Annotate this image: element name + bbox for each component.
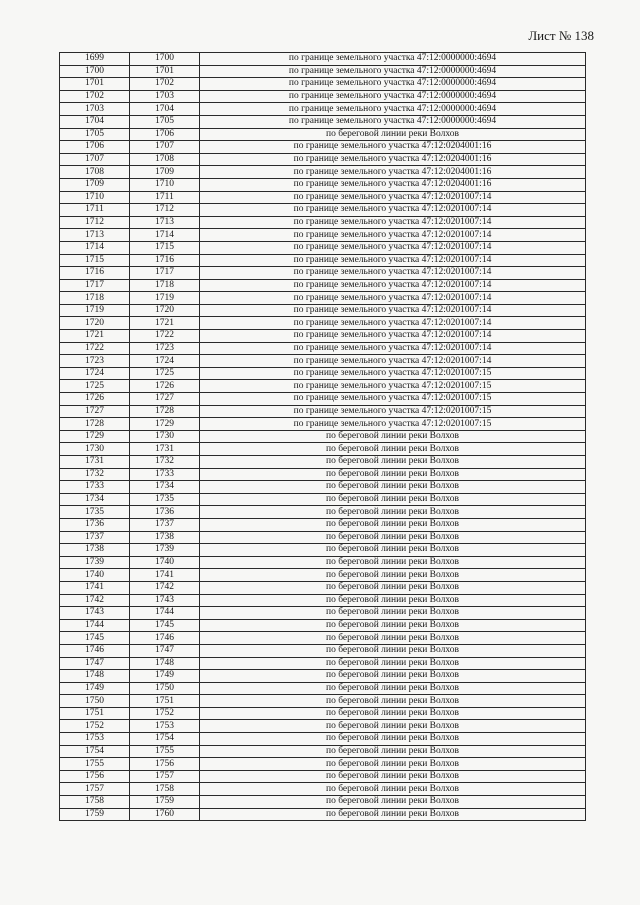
boundary-description-cell: по береговой линии реки Волхов — [200, 695, 586, 708]
to-point-cell: 1758 — [130, 783, 200, 796]
boundary-description-cell: по береговой линии реки Волхов — [200, 682, 586, 695]
table-row — [60, 254, 586, 267]
table-row — [60, 783, 586, 796]
table-row — [60, 418, 586, 431]
table-row — [60, 506, 586, 519]
from-point-cell: 1738 — [60, 544, 130, 557]
table-row — [60, 304, 586, 317]
boundary-description-cell: по береговой линии реки Волхов — [200, 707, 586, 720]
from-point-cell: 1732 — [60, 468, 130, 481]
boundary-description-cell: по границе земельного участка 47:12:0204001:16 — [200, 166, 586, 179]
to-point-cell: 1728 — [130, 405, 200, 418]
boundary-description-cell: по границе земельного участка 47:12:0204001:16 — [200, 153, 586, 166]
boundary-description-cell: по береговой линии реки Волхов — [200, 632, 586, 645]
table-row — [60, 355, 586, 368]
table-row — [60, 607, 586, 620]
to-point-cell: 1739 — [130, 544, 200, 557]
to-point-cell: 1701 — [130, 65, 200, 78]
table-row — [60, 632, 586, 645]
boundary-description-cell: по границе земельного участка 47:12:0000000:4694 — [200, 53, 586, 66]
to-point-cell: 1702 — [130, 78, 200, 91]
from-point-cell: 1731 — [60, 456, 130, 469]
to-point-cell: 1729 — [130, 418, 200, 431]
table-row — [60, 229, 586, 242]
boundary-description-cell: по береговой линии реки Волхов — [200, 733, 586, 746]
boundary-description-cell: по береговой линии реки Волхов — [200, 770, 586, 783]
from-point-cell: 1741 — [60, 581, 130, 594]
table-row — [60, 456, 586, 469]
to-point-cell: 1747 — [130, 644, 200, 657]
boundary-description-cell: по границе земельного участка 47:12:0201007:14 — [200, 267, 586, 280]
boundary-description-cell: по береговой линии реки Волхов — [200, 619, 586, 632]
from-point-cell: 1743 — [60, 607, 130, 620]
boundary-description-cell: по границе земельного участка 47:12:0201007:14 — [200, 216, 586, 229]
boundary-description-cell: по береговой линии реки Волхов — [200, 506, 586, 519]
from-point-cell: 1726 — [60, 393, 130, 406]
from-point-cell: 1702 — [60, 90, 130, 103]
table-row — [60, 657, 586, 670]
table-row — [60, 204, 586, 217]
table-row — [60, 720, 586, 733]
to-point-cell: 1721 — [130, 317, 200, 330]
to-point-cell: 1754 — [130, 733, 200, 746]
from-point-cell: 1716 — [60, 267, 130, 280]
to-point-cell: 1751 — [130, 695, 200, 708]
from-point-cell: 1752 — [60, 720, 130, 733]
boundary-description-cell: по береговой линии реки Волхов — [200, 594, 586, 607]
boundary-description-cell: по границе земельного участка 47:12:0000000:4694 — [200, 90, 586, 103]
from-point-cell: 1744 — [60, 619, 130, 632]
table-row — [60, 770, 586, 783]
table-row — [60, 380, 586, 393]
table-row — [60, 191, 586, 204]
to-point-cell: 1746 — [130, 632, 200, 645]
from-point-cell: 1725 — [60, 380, 130, 393]
from-point-cell: 1749 — [60, 682, 130, 695]
to-point-cell: 1707 — [130, 141, 200, 154]
to-point-cell: 1722 — [130, 330, 200, 343]
to-point-cell: 1718 — [130, 279, 200, 292]
table-row — [60, 733, 586, 746]
from-point-cell: 1704 — [60, 115, 130, 128]
boundary-description-cell: по границе земельного участка 47:12:0201007:14 — [200, 279, 586, 292]
boundary-description-cell: по границе земельного участка 47:12:0000000:4694 — [200, 78, 586, 91]
boundary-description-cell: по береговой линии реки Волхов — [200, 581, 586, 594]
boundary-description-cell: по границе земельного участка 47:12:0201007:15 — [200, 405, 586, 418]
table-row — [60, 241, 586, 254]
from-point-cell: 1754 — [60, 745, 130, 758]
to-point-cell: 1733 — [130, 468, 200, 481]
to-point-cell: 1710 — [130, 178, 200, 191]
from-point-cell: 1740 — [60, 569, 130, 582]
to-point-cell: 1712 — [130, 204, 200, 217]
to-point-cell: 1732 — [130, 456, 200, 469]
table-row — [60, 619, 586, 632]
table-row — [60, 581, 586, 594]
from-point-cell: 1720 — [60, 317, 130, 330]
from-point-cell: 1715 — [60, 254, 130, 267]
to-point-cell: 1704 — [130, 103, 200, 116]
boundary-description-cell: по береговой линии реки Волхов — [200, 670, 586, 683]
table-row — [60, 330, 586, 343]
from-point-cell: 1755 — [60, 758, 130, 771]
boundary-description-cell: по границе земельного участка 47:12:0204001:16 — [200, 178, 586, 191]
boundary-description-cell: по береговой линии реки Волхов — [200, 128, 586, 141]
table-row — [60, 468, 586, 481]
boundary-description-cell: по границе земельного участка 47:12:0201007:14 — [200, 191, 586, 204]
to-point-cell: 1727 — [130, 393, 200, 406]
table-row — [60, 443, 586, 456]
to-point-cell: 1736 — [130, 506, 200, 519]
boundary-description-cell: по береговой линии реки Волхов — [200, 481, 586, 494]
boundary-description-cell: по границе земельного участка 47:12:0201007:14 — [200, 229, 586, 242]
table-row — [60, 430, 586, 443]
to-point-cell: 1715 — [130, 241, 200, 254]
to-point-cell: 1740 — [130, 556, 200, 569]
to-point-cell: 1757 — [130, 770, 200, 783]
from-point-cell: 1739 — [60, 556, 130, 569]
from-point-cell: 1757 — [60, 783, 130, 796]
from-point-cell: 1717 — [60, 279, 130, 292]
to-point-cell: 1742 — [130, 581, 200, 594]
to-point-cell: 1713 — [130, 216, 200, 229]
boundary-description-cell: по береговой линии реки Волхов — [200, 518, 586, 531]
to-point-cell: 1759 — [130, 796, 200, 809]
from-point-cell: 1733 — [60, 481, 130, 494]
table-row — [60, 544, 586, 557]
table-row — [60, 115, 586, 128]
to-point-cell: 1703 — [130, 90, 200, 103]
table-row — [60, 796, 586, 809]
boundary-description-cell: по береговой линии реки Волхов — [200, 720, 586, 733]
from-point-cell: 1714 — [60, 241, 130, 254]
to-point-cell: 1750 — [130, 682, 200, 695]
from-point-cell: 1707 — [60, 153, 130, 166]
to-point-cell: 1743 — [130, 594, 200, 607]
boundary-table-body — [60, 53, 586, 821]
from-point-cell: 1712 — [60, 216, 130, 229]
from-point-cell: 1701 — [60, 78, 130, 91]
to-point-cell: 1748 — [130, 657, 200, 670]
from-point-cell: 1735 — [60, 506, 130, 519]
to-point-cell: 1709 — [130, 166, 200, 179]
to-point-cell: 1737 — [130, 518, 200, 531]
to-point-cell: 1749 — [130, 670, 200, 683]
from-point-cell: 1729 — [60, 430, 130, 443]
table-row — [60, 518, 586, 531]
to-point-cell: 1717 — [130, 267, 200, 280]
to-point-cell: 1725 — [130, 367, 200, 380]
boundary-description-cell: по береговой линии реки Волхов — [200, 745, 586, 758]
boundary-description-cell: по границе земельного участка 47:12:0201007:15 — [200, 380, 586, 393]
boundary-description-cell: по границе земельного участка 47:12:0201007:14 — [200, 204, 586, 217]
to-point-cell: 1711 — [130, 191, 200, 204]
boundary-description-cell: по береговой линии реки Волхов — [200, 808, 586, 821]
from-point-cell: 1710 — [60, 191, 130, 204]
table-row — [60, 141, 586, 154]
from-point-cell: 1759 — [60, 808, 130, 821]
table-row — [60, 128, 586, 141]
from-point-cell: 1727 — [60, 405, 130, 418]
from-point-cell: 1723 — [60, 355, 130, 368]
to-point-cell: 1708 — [130, 153, 200, 166]
boundary-description-cell: по береговой линии реки Волхов — [200, 456, 586, 469]
boundary-description-cell: по границе земельного участка 47:12:0204001:16 — [200, 141, 586, 154]
from-point-cell: 1742 — [60, 594, 130, 607]
to-point-cell: 1716 — [130, 254, 200, 267]
from-point-cell: 1718 — [60, 292, 130, 305]
from-point-cell: 1753 — [60, 733, 130, 746]
to-point-cell: 1724 — [130, 355, 200, 368]
boundary-description-cell: по границе земельного участка 47:12:0000000:4694 — [200, 103, 586, 116]
to-point-cell: 1714 — [130, 229, 200, 242]
boundary-description-cell: по береговой линии реки Волхов — [200, 531, 586, 544]
boundary-description-cell: по границе земельного участка 47:12:0201007:15 — [200, 393, 586, 406]
boundary-description-cell: по береговой линии реки Волхов — [200, 657, 586, 670]
boundary-description-cell: по береговой линии реки Волхов — [200, 644, 586, 657]
table-row — [60, 758, 586, 771]
from-point-cell: 1708 — [60, 166, 130, 179]
table-row — [60, 481, 586, 494]
table-row — [60, 393, 586, 406]
from-point-cell: 1737 — [60, 531, 130, 544]
to-point-cell: 1719 — [130, 292, 200, 305]
to-point-cell: 1706 — [130, 128, 200, 141]
from-point-cell: 1703 — [60, 103, 130, 116]
table-row — [60, 569, 586, 582]
boundary-description-cell: по границе земельного участка 47:12:0201007:15 — [200, 367, 586, 380]
boundary-description-cell: по береговой линии реки Волхов — [200, 758, 586, 771]
from-point-cell: 1722 — [60, 342, 130, 355]
boundary-description-cell: по границе земельного участка 47:12:0201007:14 — [200, 292, 586, 305]
table-row — [60, 90, 586, 103]
table-row — [60, 267, 586, 280]
table-row — [60, 556, 586, 569]
from-point-cell: 1711 — [60, 204, 130, 217]
to-point-cell: 1726 — [130, 380, 200, 393]
from-point-cell: 1748 — [60, 670, 130, 683]
to-point-cell: 1720 — [130, 304, 200, 317]
table-row — [60, 53, 586, 66]
table-row — [60, 531, 586, 544]
to-point-cell: 1700 — [130, 53, 200, 66]
from-point-cell: 1724 — [60, 367, 130, 380]
table-row — [60, 178, 586, 191]
boundary-description-cell: по границе земельного участка 47:12:0201007:14 — [200, 330, 586, 343]
table-row — [60, 292, 586, 305]
boundary-description-cell: по береговой линии реки Волхов — [200, 430, 586, 443]
table-row — [60, 279, 586, 292]
from-point-cell: 1699 — [60, 53, 130, 66]
from-point-cell: 1756 — [60, 770, 130, 783]
table-row — [60, 166, 586, 179]
to-point-cell: 1741 — [130, 569, 200, 582]
table-row — [60, 317, 586, 330]
boundary-description-cell: по границе земельного участка 47:12:0201007:15 — [200, 418, 586, 431]
table-row — [60, 216, 586, 229]
to-point-cell: 1760 — [130, 808, 200, 821]
to-point-cell: 1753 — [130, 720, 200, 733]
boundary-table — [59, 52, 586, 821]
boundary-description-cell: по береговой линии реки Волхов — [200, 796, 586, 809]
from-point-cell: 1751 — [60, 707, 130, 720]
table-row — [60, 594, 586, 607]
boundary-description-cell: по границе земельного участка 47:12:0201007:14 — [200, 254, 586, 267]
to-point-cell: 1730 — [130, 430, 200, 443]
table-row — [60, 78, 586, 91]
from-point-cell: 1734 — [60, 493, 130, 506]
table-row — [60, 682, 586, 695]
table-row — [60, 745, 586, 758]
table-row — [60, 65, 586, 78]
to-point-cell: 1744 — [130, 607, 200, 620]
from-point-cell: 1728 — [60, 418, 130, 431]
table-row — [60, 808, 586, 821]
boundary-description-cell: по береговой линии реки Волхов — [200, 569, 586, 582]
from-point-cell: 1746 — [60, 644, 130, 657]
boundary-description-cell: по береговой линии реки Волхов — [200, 468, 586, 481]
boundary-description-cell: по береговой линии реки Волхов — [200, 544, 586, 557]
to-point-cell: 1738 — [130, 531, 200, 544]
table-row — [60, 644, 586, 657]
table-row — [60, 405, 586, 418]
boundary-description-cell: по границе земельного участка 47:12:0000000:4694 — [200, 115, 586, 128]
from-point-cell: 1758 — [60, 796, 130, 809]
table-row — [60, 342, 586, 355]
from-point-cell: 1713 — [60, 229, 130, 242]
to-point-cell: 1745 — [130, 619, 200, 632]
from-point-cell: 1706 — [60, 141, 130, 154]
boundary-description-cell: по границе земельного участка 47:12:0201007:14 — [200, 241, 586, 254]
boundary-description-cell: по границе земельного участка 47:12:0201007:14 — [200, 342, 586, 355]
from-point-cell: 1721 — [60, 330, 130, 343]
from-point-cell: 1747 — [60, 657, 130, 670]
to-point-cell: 1752 — [130, 707, 200, 720]
boundary-description-cell: по границе земельного участка 47:12:0201007:14 — [200, 355, 586, 368]
to-point-cell: 1756 — [130, 758, 200, 771]
boundary-description-cell: по береговой линии реки Волхов — [200, 783, 586, 796]
table-row — [60, 493, 586, 506]
table-row — [60, 367, 586, 380]
boundary-description-cell: по береговой линии реки Волхов — [200, 443, 586, 456]
to-point-cell: 1735 — [130, 493, 200, 506]
table-row — [60, 695, 586, 708]
to-point-cell: 1734 — [130, 481, 200, 494]
from-point-cell: 1705 — [60, 128, 130, 141]
from-point-cell: 1709 — [60, 178, 130, 191]
to-point-cell: 1705 — [130, 115, 200, 128]
table-row — [60, 103, 586, 116]
boundary-description-cell: по границе земельного участка 47:12:0000000:4694 — [200, 65, 586, 78]
table-row — [60, 670, 586, 683]
table-row — [60, 153, 586, 166]
boundary-description-cell: по береговой линии реки Волхов — [200, 493, 586, 506]
to-point-cell: 1723 — [130, 342, 200, 355]
boundary-description-cell: по береговой линии реки Волхов — [200, 556, 586, 569]
boundary-description-cell: по границе земельного участка 47:12:0201007:14 — [200, 317, 586, 330]
from-point-cell: 1730 — [60, 443, 130, 456]
to-point-cell: 1755 — [130, 745, 200, 758]
from-point-cell: 1736 — [60, 518, 130, 531]
sheet-number: Лист № 138 — [528, 28, 594, 43]
boundary-description-cell: по береговой линии реки Волхов — [200, 607, 586, 620]
boundary-description-cell: по границе земельного участка 47:12:0201007:14 — [200, 304, 586, 317]
table-row — [60, 707, 586, 720]
from-point-cell: 1745 — [60, 632, 130, 645]
from-point-cell: 1750 — [60, 695, 130, 708]
from-point-cell: 1719 — [60, 304, 130, 317]
from-point-cell: 1700 — [60, 65, 130, 78]
to-point-cell: 1731 — [130, 443, 200, 456]
